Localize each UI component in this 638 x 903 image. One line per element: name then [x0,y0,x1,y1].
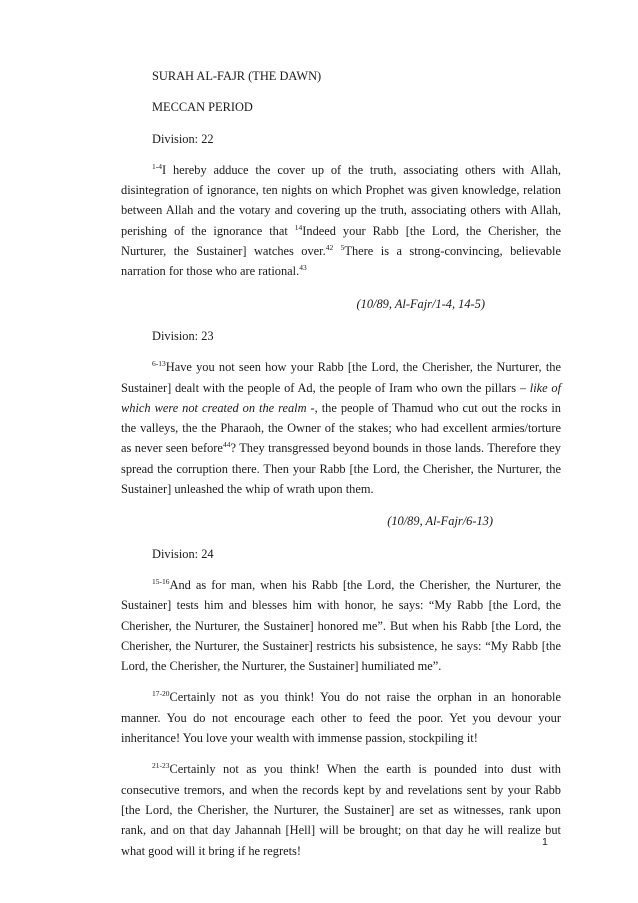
verse-number: 14 [294,222,303,232]
surah-title: SURAH AL-FAJR (THE DAWN) [152,69,322,83]
verse-text: Certainly not as you think! You do not raise the orphan in an honorable manner. You do not encourage each other to feed the poor. Yet you devour your inheritance! You love your wealth with immense passion, stockpiling it! [121,690,561,746]
citation: (10/89, Al-Fajr/6-13) [387,514,493,529]
verse-paragraph [121,357,561,499]
division-heading: Division: 22 [152,131,214,146]
verse-number: 1-4 [152,161,162,171]
verse-text: ? They transgressed beyond bounds in those lands. Therefore they spread the corruption there. Then your Rabb [the Lord, the Cherisher, the Nurturer, the Sustainer] unleashed the whip of wrath upon them. [121,441,561,497]
verse-text: Indeed your Rabb [the Lord, the Cherisher, the Nurturer, the Sustainer] watches over. [121,223,561,259]
verse-paragraph [121,575,561,676]
verse-number: 5 [340,243,345,253]
verse-paragraph [121,160,561,282]
citation: (10/89, Al-Fajr/1-4, 14-5) [356,296,485,311]
verse-text: And as for man, when his Rabb [the Lord, the Cherisher, the Nurturer, the Sustainer] tests him and blesses him with honor, he says: “My Rabb [the Lord, the Cherisher, the Nurturer, the Sustainer] honored me”. But when his Rabb [the Lord, the Cherisher, the Nurturer, the Sustainer] restricts his subsistence, he says: “My Rabb [the Lord, the Cherisher, the Nurturer, the Sustainer] humiliated me”. [121,577,561,674]
verse-text: I hereby adduce the cover up of the truth, associating others with Allah, disintegration of ignorance, ten nights on which Prophet was given knowledge, relation between Allah and the votary and covering up the truth, associating others with Allah, perishing of the ignorance that [121,162,561,238]
verse-paragraph [121,759,561,860]
verse-paragraph [121,687,561,748]
division-heading: Division: 24 [152,546,214,561]
verse-text: There is a strong-convincing, believable narration for those who are rational. [121,244,561,279]
footnote-marker: 44 [222,440,231,450]
footnote-marker: 42 [325,243,334,253]
verse-text: Certainly not as you think! When the earth is pounded into dust with consecutive tremors, and when the records kept by and revelations sent by your Rabb [the Lord, the Cherisher, the Nurturer, the Sustainer] are set as witnesses, rank upon rank, and on that day Jahannah [Hell] will be brought; on that day he will realize but what good will it bring if he regrets! [121,762,561,858]
verse-italic-text: like of which were not created on the realm - [121,380,562,415]
page-number: 1 [542,836,548,848]
verse-text: Have you not seen how your Rabb [the Lord, the Cherisher, the Nurturer, the Sustainer] dealt with the people of Ad, the people of Iram who own the pillars – [121,360,561,395]
page-content [121,66,561,861]
division-heading: Division: 23 [152,328,214,343]
period-heading: MECCAN PERIOD [152,100,253,115]
verse-text: , the people of Thamud who cut out the rocks in the valleys, the the Pharaoh, the Owner of the stakes; who had excellent armies/torture as never seen before [121,400,561,456]
footnote-marker: 43 [299,263,307,273]
verse-text [333,244,340,258]
verse-number: 21-23 [152,761,170,771]
verse-number: 6-13 [152,359,166,369]
verse-number: 15-16 [152,576,170,586]
verse-number: 17-20 [152,689,170,699]
